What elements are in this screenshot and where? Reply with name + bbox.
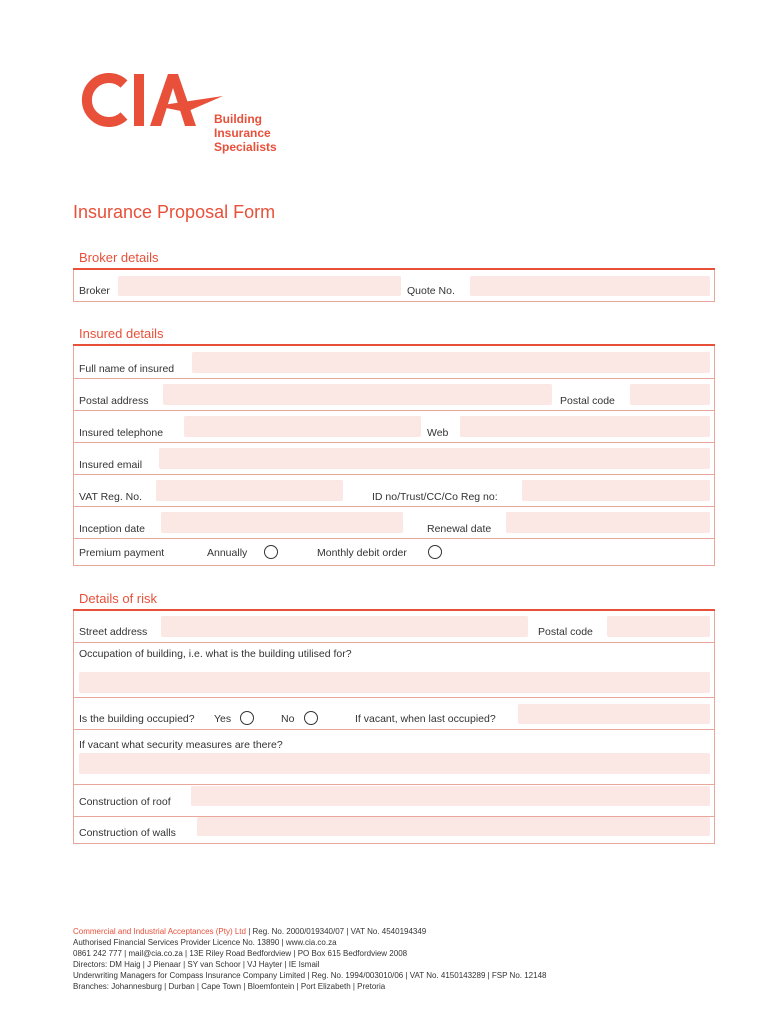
inception-label: Inception date bbox=[79, 523, 145, 535]
footer-line-5: Underwriting Managers for Compass Insurance Company Limited | Reg. No. 1994/003010/06 | VAT No. 4150143289 | FSP No. 12148 bbox=[73, 971, 547, 980]
roof-label: Construction of roof bbox=[79, 796, 171, 808]
occupied-label: Is the building occupied? bbox=[79, 713, 195, 725]
renewal-label: Renewal date bbox=[427, 523, 492, 535]
postal-code-field[interactable] bbox=[630, 384, 710, 405]
monthly-label: Monthly debit order bbox=[317, 547, 407, 559]
annually-radio[interactable] bbox=[264, 545, 278, 559]
walls-row bbox=[73, 817, 715, 844]
risk-postal-code-field[interactable] bbox=[607, 616, 710, 637]
broker-label: Broker bbox=[79, 285, 110, 297]
street-row bbox=[73, 611, 715, 643]
broker-section-title: Broker details bbox=[79, 250, 159, 265]
telephone-row bbox=[73, 411, 715, 443]
postal-code-label: Postal code bbox=[560, 395, 615, 407]
footer-reg: | Reg. No. 2000/019340/07 | VAT No. 4540194349 bbox=[245, 927, 427, 936]
vacant-when-field[interactable] bbox=[518, 704, 710, 724]
logo-tagline-3: Specialists bbox=[214, 140, 277, 154]
walls-label: Construction of walls bbox=[79, 827, 176, 839]
occupied-yes-radio[interactable] bbox=[240, 711, 254, 725]
logo-tagline-1: Building bbox=[214, 112, 262, 126]
security-label: If vacant what security measures are there? bbox=[79, 739, 283, 751]
footer-company: Commercial and Industrial Acceptances (Pty) Ltd bbox=[73, 927, 246, 936]
premium-row bbox=[73, 539, 715, 566]
form-title: Insurance Proposal Form bbox=[73, 202, 276, 222]
postal-address-field[interactable] bbox=[163, 384, 552, 405]
full-name-label: Full name of insured bbox=[79, 363, 175, 375]
security-row bbox=[73, 730, 715, 785]
id-field[interactable] bbox=[522, 480, 710, 501]
occupation-label: Occupation of building, i.e. what is the building utilised for? bbox=[79, 648, 352, 660]
monthly-radio[interactable] bbox=[428, 545, 442, 559]
occupied-row bbox=[73, 698, 715, 730]
dates-row bbox=[73, 507, 715, 539]
vat-field[interactable] bbox=[156, 480, 343, 501]
renewal-field[interactable] bbox=[506, 512, 710, 533]
risk-postal-code-label: Postal code bbox=[538, 626, 593, 638]
security-field[interactable] bbox=[79, 753, 710, 774]
footer-line-4: Directors: DM Haig | J Pienaar | SY van Schoor | VJ Hayter | IE Ismail bbox=[73, 960, 320, 969]
footer-line-6: Branches: Johannesburg | Durban | Cape Town | Bloemfontein | Port Elizabeth | Pretoria bbox=[73, 982, 386, 991]
roof-row bbox=[73, 785, 715, 817]
postal-address-row bbox=[73, 379, 715, 411]
email-label: Insured email bbox=[79, 459, 143, 471]
email-row bbox=[73, 443, 715, 475]
vacant-when-label: If vacant, when last occupied? bbox=[355, 713, 496, 725]
street-field[interactable] bbox=[161, 616, 528, 637]
full-name-field[interactable] bbox=[192, 352, 710, 373]
telephone-label: Insured telephone bbox=[79, 427, 164, 439]
footer-line-1 bbox=[73, 926, 546, 937]
quote-field[interactable] bbox=[470, 276, 710, 296]
web-field[interactable] bbox=[460, 416, 710, 437]
telephone-field[interactable] bbox=[184, 416, 421, 437]
full-name-row bbox=[73, 346, 715, 379]
footer-line-3: 0861 242 777 | mail@cia.co.za | 13E Riley Road Bedfordview | PO Box 615 Bedfordview 2008 bbox=[73, 949, 408, 958]
broker-row bbox=[73, 270, 715, 302]
occupation-field[interactable] bbox=[79, 672, 710, 693]
risk-section-title: Details of risk bbox=[79, 591, 158, 606]
street-label: Street address bbox=[79, 626, 148, 638]
annually-label: Annually bbox=[207, 547, 248, 559]
roof-field[interactable] bbox=[191, 786, 710, 806]
footer-line-2: Authorised Financial Services Provider Licence No. 13890 | www.cia.co.za bbox=[73, 938, 337, 947]
cia-logo-mark bbox=[78, 70, 228, 130]
walls-field[interactable] bbox=[197, 817, 710, 836]
vat-label: VAT Reg. No. bbox=[79, 491, 143, 503]
broker-field[interactable] bbox=[118, 276, 401, 296]
vat-row bbox=[73, 475, 715, 507]
quote-label: Quote No. bbox=[407, 285, 455, 297]
footer bbox=[73, 926, 546, 992]
logo-tagline-2: Insurance bbox=[214, 126, 271, 140]
email-field[interactable] bbox=[159, 448, 710, 469]
occupied-no-radio[interactable] bbox=[304, 711, 318, 725]
no-label: No bbox=[281, 713, 295, 725]
occupation-row bbox=[73, 643, 715, 698]
yes-label: Yes bbox=[214, 713, 232, 725]
company-logo bbox=[78, 70, 288, 160]
insured-section-title: Insured details bbox=[79, 326, 164, 341]
premium-label: Premium payment bbox=[79, 547, 165, 559]
postal-address-label: Postal address bbox=[79, 395, 149, 407]
web-label: Web bbox=[427, 427, 449, 439]
id-label: ID no/Trust/CC/Co Reg no: bbox=[372, 491, 498, 503]
inception-field[interactable] bbox=[161, 512, 403, 533]
